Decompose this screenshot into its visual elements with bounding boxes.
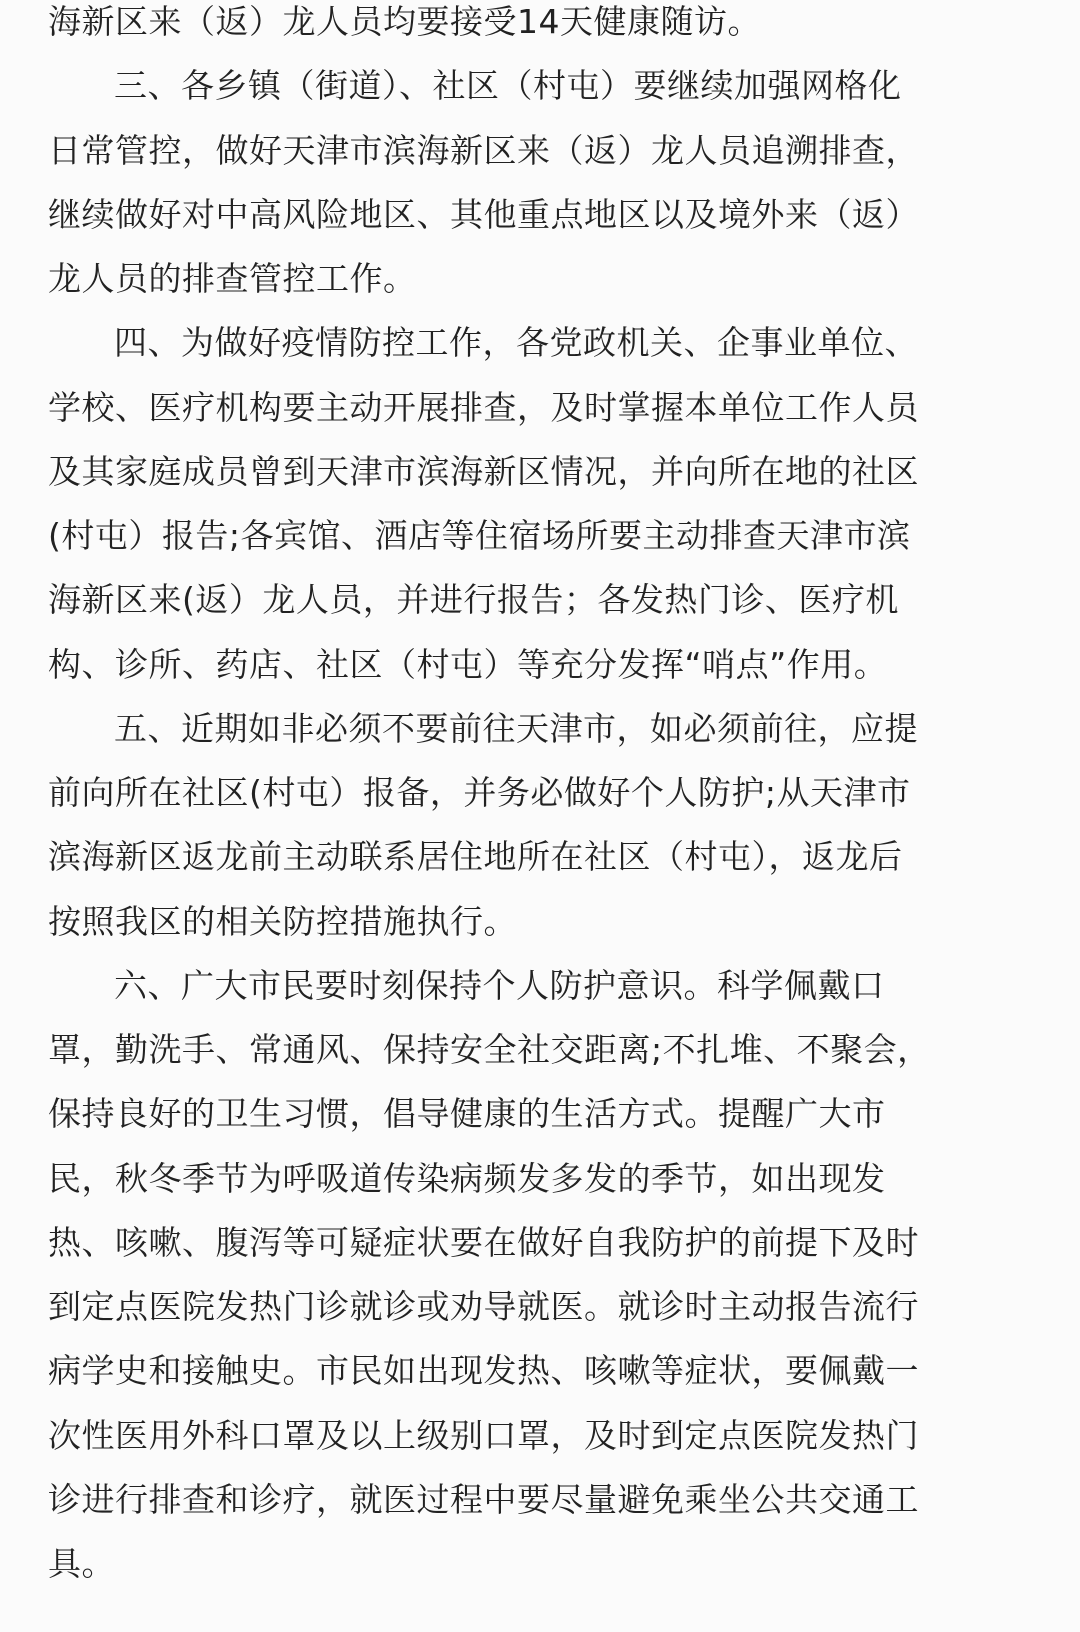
text-line: 保持良好的卫生习惯，倡导健康的生活方式。提醒广大市 [48, 1094, 886, 1133]
paragraph-5-start: 五、近期如非必须不要前往天津市，如必须前往，应提 [114, 709, 918, 748]
paragraph-3-start: 三、各乡镇（街道）、社区（村屯）要继续加强网格化 [114, 66, 902, 105]
text-line: 海新区来（返）龙人员均要接受14天健康随访。 [48, 2, 761, 41]
text-line: 前向所在社区(村屯）报备，并务必做好个人防护;从天津市 [48, 773, 911, 812]
text-line: 继续做好对中高风险地区、其他重点地区以及境外来（返） [48, 195, 919, 234]
text-line: 及其家庭成员曾到天津市滨海新区情况，并向所在地的社区 [48, 452, 919, 491]
text-line: 罩，勤洗手、常通风、保持安全社交距离;不扎堆、不聚会， [48, 1030, 931, 1069]
text-line: 学校、医疗机构要主动开展排查，及时掌握本单位工作人员 [48, 388, 919, 427]
paragraph-4-start: 四、为做好疫情防控工作，各党政机关、企事业单位、 [114, 323, 918, 362]
text-line: 日常管控，做好天津市滨海新区来（返）龙人员追溯排查， [48, 131, 919, 170]
text-line: (村屯）报告;各宾馆、酒店等住宿场所要主动排查天津市滨 [48, 516, 911, 555]
text-line: 病学史和接触史。市民如出现发热、咳嗽等症状，要佩戴一 [48, 1351, 919, 1390]
text-line: 热、咳嗽、腹泻等可疑症状要在做好自我防护的前提下及时 [48, 1223, 919, 1262]
text-line: 海新区来(返）龙人员，并进行报告；各发热门诊、医疗机 [48, 580, 899, 619]
text-line: 诊进行排查和诊疗，就医过程中要尽量避免乘坐公共交通工 [48, 1480, 919, 1519]
text-line: 次性医用外科口罩及以上级别口罩，及时到定点医院发热门 [48, 1416, 919, 1455]
text-line: 按照我区的相关防控措施执行。 [48, 902, 517, 941]
text-line: 到定点医院发热门诊就诊或劝导就医。就诊时主动报告流行 [48, 1287, 919, 1326]
paragraph-6-start: 六、广大市民要时刻保持个人防护意识。科学佩戴口 [114, 966, 885, 1005]
text-line: 具。 [48, 1544, 115, 1583]
text-line: 滨海新区返龙前主动联系居住地所在社区（村屯），返龙后 [48, 837, 903, 876]
text-line: 龙人员的排查管控工作。 [48, 259, 417, 298]
text-line: 民，秋冬季节为呼吸道传染病频发多发的季节，如出现发 [48, 1159, 886, 1198]
text-line: 构、诊所、药店、社区（村屯）等充分发挥“哨点”作用。 [48, 645, 888, 684]
